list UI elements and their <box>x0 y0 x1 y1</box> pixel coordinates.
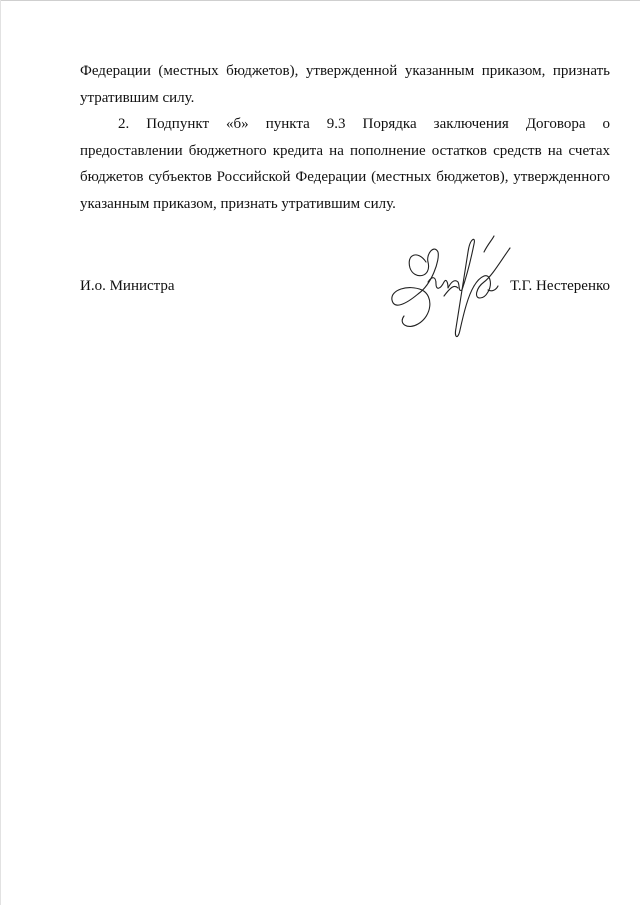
document-body <box>80 58 610 217</box>
paragraph-item-2: 2. Подпункт «б» пункта 9.3 Порядка заключения Договора о предоставлении бюджетного кредита на пополнение остатков средств на счетах бюджетов субъектов Российской Федерации (местных бюджетов), утвержденного указанным приказом, признать утратившим силу. <box>80 116 610 212</box>
paragraph-continuation: Федерации (местных бюджетов), утвержденной указанным приказом, признать утратившим силу. <box>80 63 610 106</box>
signature-block <box>80 278 610 308</box>
signatory-role: И.о. Министра <box>80 278 175 294</box>
signatory-name: Т.Г. Нестеренко <box>510 278 610 294</box>
page-edge-left <box>0 0 1 905</box>
page-edge-top <box>0 0 640 1</box>
handwritten-signature <box>388 232 528 344</box>
